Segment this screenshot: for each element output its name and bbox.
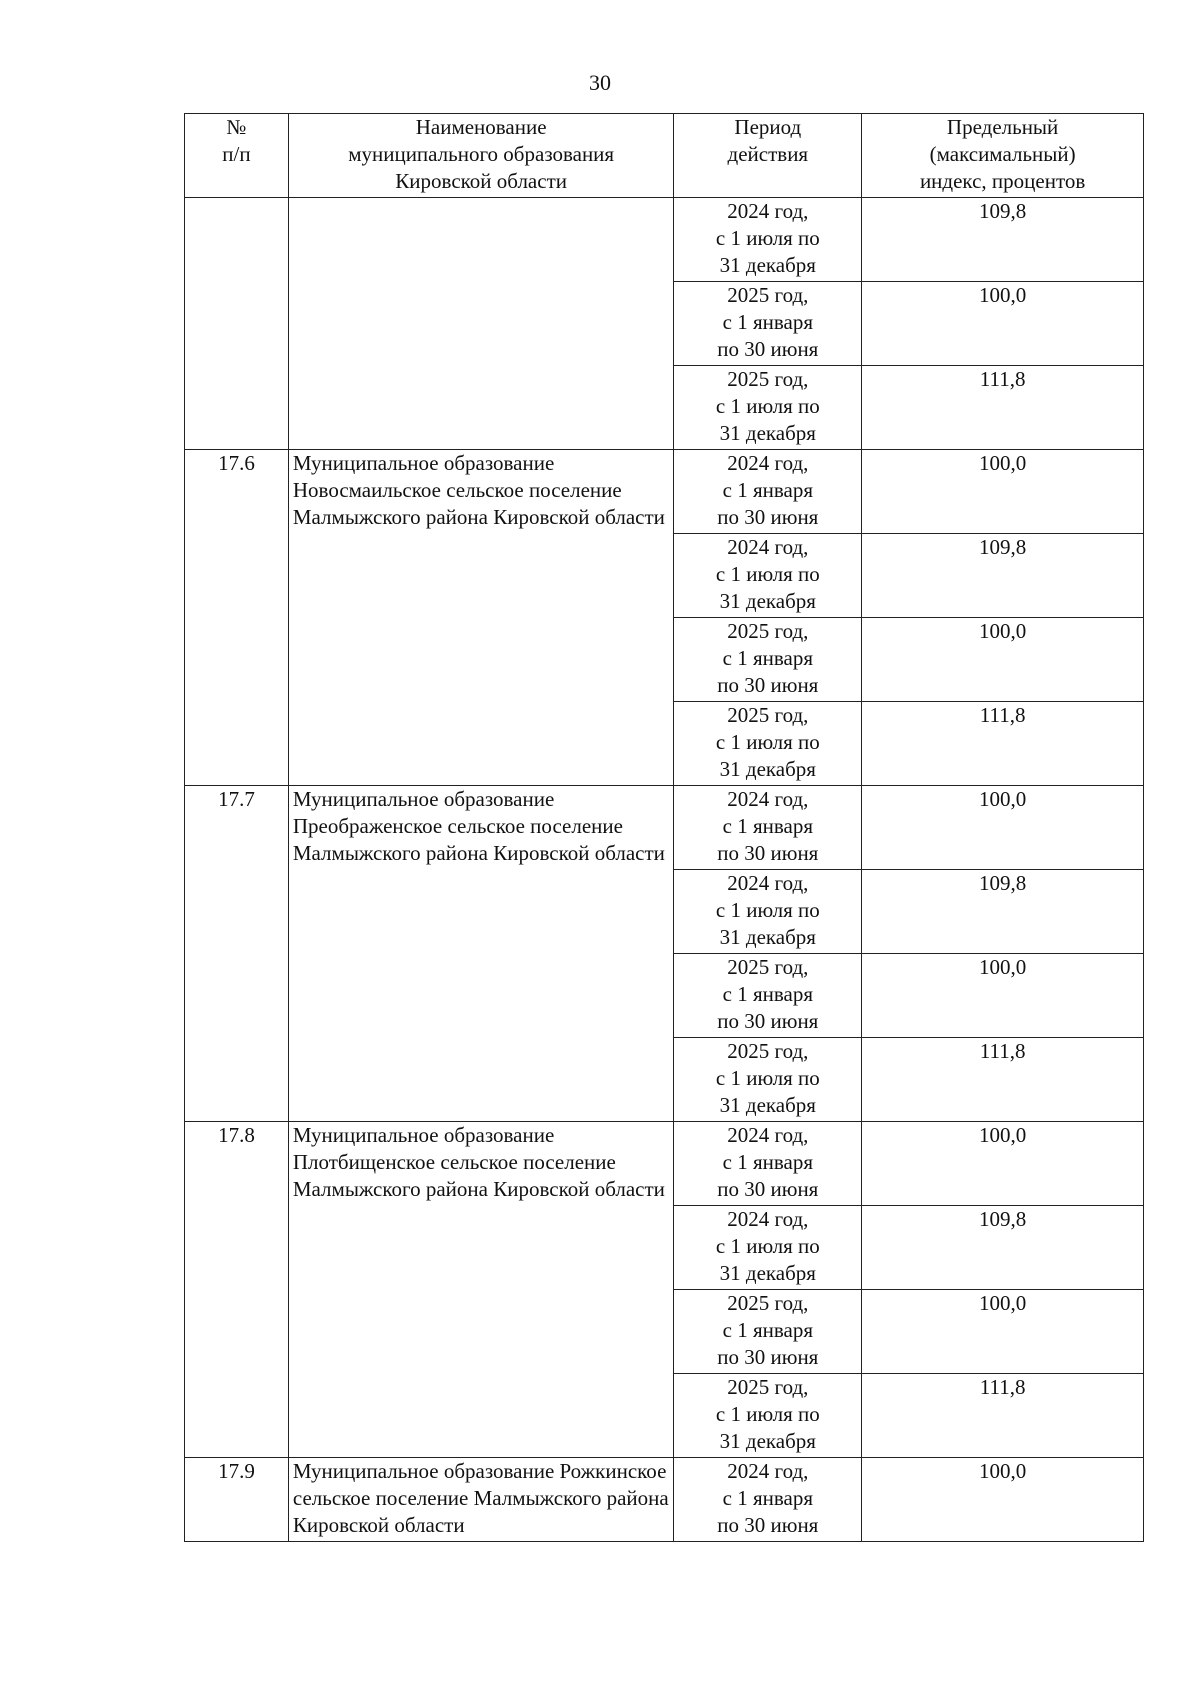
row-number — [185, 198, 289, 450]
period-line: с 1 июля по — [715, 394, 820, 418]
municipality-name — [288, 198, 674, 450]
period-line: с 1 января — [722, 478, 813, 502]
period-cell — [674, 618, 862, 702]
index-value: 111,8 — [862, 366, 1144, 450]
period-line: по 30 июня — [717, 1009, 819, 1033]
period-line: с 1 июля по — [715, 730, 820, 754]
period-line: с 1 января — [722, 1318, 813, 1342]
table-row — [185, 450, 1144, 534]
period-line: 2024 год, — [727, 1459, 809, 1483]
period-line: 2024 год, — [727, 451, 809, 475]
index-value: 100,0 — [862, 1290, 1144, 1374]
period-line: с 1 января — [722, 814, 813, 838]
table-header-row — [185, 114, 1144, 198]
index-value: 109,8 — [862, 870, 1144, 954]
municipality-name: Муниципальное образование Плотбищенское сельское поселение Малмыжского района Кировской области — [288, 1122, 674, 1458]
period-line: по 30 июня — [717, 1345, 819, 1369]
period-line: по 30 июня — [717, 673, 819, 697]
period-cell — [674, 1374, 862, 1458]
row-number: 17.6 — [185, 450, 289, 786]
period-line: по 30 июня — [717, 337, 819, 361]
period-line: по 30 июня — [717, 505, 819, 529]
period-line: 2025 год, — [727, 1039, 809, 1063]
period-line: по 30 июня — [717, 1513, 819, 1537]
period-line: 2025 год, — [727, 619, 809, 643]
period-line: 2024 год, — [727, 1207, 809, 1231]
period-line: с 1 июля по — [715, 1066, 820, 1090]
index-value: 100,0 — [862, 1122, 1144, 1206]
municipality-name: Муниципальное образование Рожкинское сельское поселение Малмыжского района Кировской области — [288, 1458, 674, 1542]
header-period: Период действия — [674, 114, 862, 198]
period-cell — [674, 282, 862, 366]
period-cell — [674, 954, 862, 1038]
period-line: 2025 год, — [727, 367, 809, 391]
period-line: 2024 год, — [727, 535, 809, 559]
municipality-name: Муниципальное образование Преображенское сельское поселение Малмыжского района Кировской области — [288, 786, 674, 1122]
period-cell — [674, 1038, 862, 1122]
period-line: с 1 июля по — [715, 226, 820, 250]
period-line: 2024 год, — [727, 1123, 809, 1147]
period-cell — [674, 366, 862, 450]
tariff-index-table — [184, 113, 1144, 1542]
period-line: по 30 июня — [717, 1177, 819, 1201]
row-number: 17.7 — [185, 786, 289, 1122]
index-value: 109,8 — [862, 1206, 1144, 1290]
municipality-name: Муниципальное образование Новосмаильское сельское поселение Малмыжского района Кировской области — [288, 450, 674, 786]
index-value: 109,8 — [862, 198, 1144, 282]
index-value: 111,8 — [862, 1374, 1144, 1458]
period-cell — [674, 870, 862, 954]
period-line: 2024 год, — [727, 199, 809, 223]
period-line: 31 декабря — [719, 589, 816, 613]
period-cell — [674, 534, 862, 618]
index-value: 111,8 — [862, 702, 1144, 786]
period-line: с 1 января — [722, 310, 813, 334]
table-row — [185, 1458, 1144, 1542]
period-line: с 1 января — [722, 646, 813, 670]
row-number: 17.8 — [185, 1122, 289, 1458]
period-cell — [674, 702, 862, 786]
period-line: с 1 января — [722, 982, 813, 1006]
period-line: 31 декабря — [719, 1261, 816, 1285]
table-row — [185, 198, 1144, 282]
header-num: № п/п — [185, 114, 289, 198]
period-cell — [674, 786, 862, 870]
table-row — [185, 786, 1144, 870]
period-cell — [674, 450, 862, 534]
row-number: 17.9 — [185, 1458, 289, 1542]
period-line: 2024 год, — [727, 787, 809, 811]
period-line: 2025 год, — [727, 1375, 809, 1399]
period-cell — [674, 1122, 862, 1206]
header-name: Наименование муниципального образования Кировской области — [288, 114, 674, 198]
index-value: 111,8 — [862, 1038, 1144, 1122]
period-line: 31 декабря — [719, 253, 816, 277]
period-line: 2024 год, — [727, 871, 809, 895]
table-body — [185, 198, 1144, 1542]
period-cell — [674, 1458, 862, 1542]
period-line: с 1 июля по — [715, 1402, 820, 1426]
period-line: с 1 января — [722, 1150, 813, 1174]
period-line: по 30 июня — [717, 841, 819, 865]
index-value: 100,0 — [862, 1458, 1144, 1542]
index-value: 100,0 — [862, 786, 1144, 870]
index-value: 109,8 — [862, 534, 1144, 618]
period-line: 31 декабря — [719, 757, 816, 781]
index-value: 100,0 — [862, 450, 1144, 534]
period-cell — [674, 1290, 862, 1374]
period-cell — [674, 1206, 862, 1290]
index-value: 100,0 — [862, 954, 1144, 1038]
period-line: 2025 год, — [727, 955, 809, 979]
period-line: 31 декабря — [719, 925, 816, 949]
period-line: с 1 июля по — [715, 1234, 820, 1258]
period-line: 31 декабря — [719, 1093, 816, 1117]
period-line: 2025 год, — [727, 283, 809, 307]
header-index: Предельный (максимальный) индекс, процентов — [862, 114, 1144, 198]
index-value: 100,0 — [862, 618, 1144, 702]
page-number: 30 — [589, 70, 611, 95]
period-line: 2025 год, — [727, 703, 809, 727]
period-line: с 1 января — [722, 1486, 813, 1510]
period-line: 2025 год, — [727, 1291, 809, 1315]
period-cell — [674, 198, 862, 282]
table-row — [185, 1122, 1144, 1206]
period-line: 31 декабря — [719, 421, 816, 445]
period-line: 31 декабря — [719, 1429, 816, 1453]
period-line: с 1 июля по — [715, 562, 820, 586]
period-line: с 1 июля по — [715, 898, 820, 922]
index-value: 100,0 — [862, 282, 1144, 366]
